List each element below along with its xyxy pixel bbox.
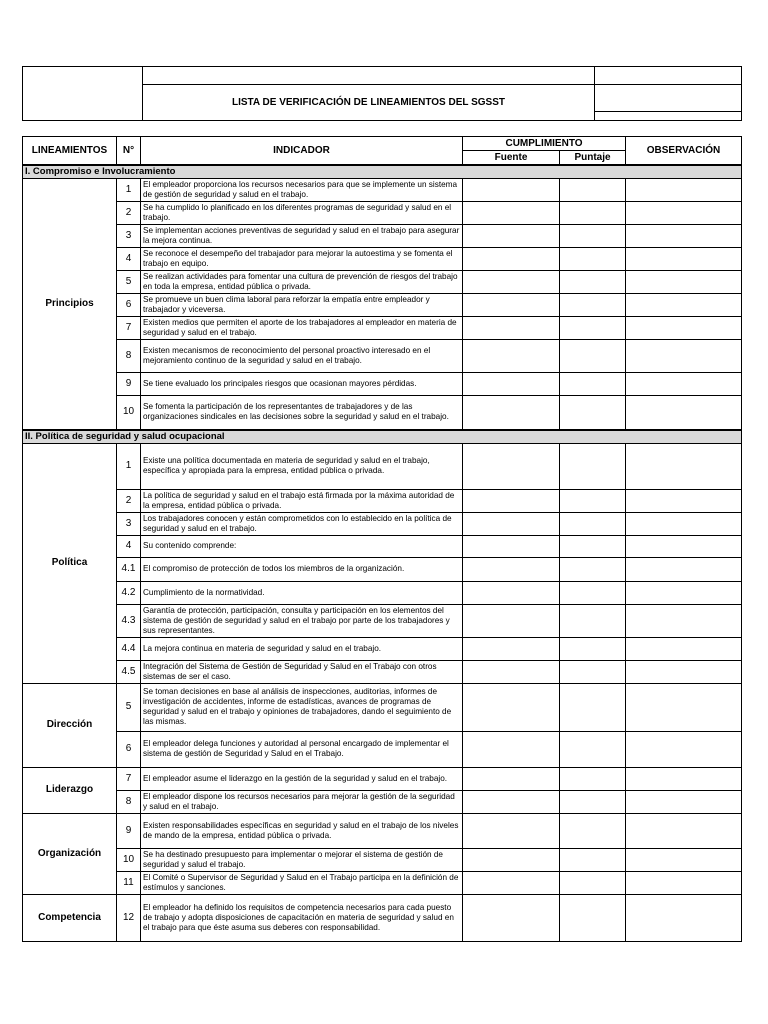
row-number: 9 [117,813,141,848]
row-number: 12 [117,894,141,941]
table-row [23,179,742,202]
table-row [23,894,742,941]
observacion-cell[interactable] [626,604,742,637]
table-row [23,813,742,848]
indicator-text: Se reconoce el desempeño del trabajador para mejorar la autoestima y se fomenta el trabajo en equipo. [141,248,463,271]
puntaje-cell[interactable] [560,202,626,225]
observacion-cell[interactable] [626,179,742,202]
row-number: 4 [117,248,141,271]
category-cell: Competencia [23,894,117,941]
table-row [23,731,742,767]
observacion-cell[interactable] [626,790,742,813]
puntaje-cell[interactable] [560,683,626,731]
category-cell: Liderazgo [23,767,117,813]
row-number: 5 [117,683,141,731]
row-number: 3 [117,512,141,535]
indicator-text: Se ha destinado presupuesto para implementar o mejorar el sistema de gestión de seguridad y salud el trabajo. [141,848,463,871]
indicator-text: El empleador ha definido los requisitos de competencia necesarios para cada puesto de trabajo y adopta disposiciones de capacitación en materia de seguridad y salud en el trabajo para que éste asuma sus deberes con responsabilidad. [141,894,463,941]
indicator-text: Su contenido comprende: [141,535,463,557]
fuente-cell[interactable] [463,581,560,604]
category-cell: Principios [23,179,117,430]
observacion-cell[interactable] [626,813,742,848]
row-number: 7 [117,767,141,790]
col-header-fuente: Fuente [463,151,560,166]
row-number: 7 [117,317,141,340]
section-title: II. Política de seguridad y salud ocupacional [23,430,742,444]
indicator-text: Se promueve un buen clima laboral para reforzar la empatía entre empleador y trabajador y viceversa. [141,294,463,317]
puntaje-cell[interactable] [560,396,626,430]
indicator-text: La mejora continua en materia de seguridad y salud en el trabajo. [141,637,463,660]
puntaje-cell[interactable] [560,660,626,683]
puntaje-cell[interactable] [560,373,626,396]
puntaje-cell[interactable] [560,179,626,202]
observacion-cell[interactable] [626,660,742,683]
table-row [23,848,742,871]
indicator-text: El empleador delega funciones y autoridad al personal encargado de implementar el sistema de gestión de Seguridad y Salud en el Trabajo. [141,731,463,767]
indicator-text: El Comité o Supervisor de Seguridad y Salud en el Trabajo participa en la definición de estímulos y sanciones. [141,871,463,894]
category-cell: Organización [23,813,117,894]
indicator-text: Se tiene evaluado los principales riesgos que ocasionan mayores pérdidas. [141,373,463,396]
fuente-cell[interactable] [463,871,560,894]
fuente-cell[interactable] [463,340,560,373]
table-row [23,604,742,637]
observacion-cell[interactable] [626,271,742,294]
observacion-cell[interactable] [626,317,742,340]
fuente-cell[interactable] [463,604,560,637]
indicator-text: Los trabajadores conocen y están comprometidos con lo establecido en la política de seguridad y salud en el trabajo. [141,512,463,535]
checklist-table [22,136,742,942]
table-row [23,512,742,535]
observacion-cell[interactable] [626,202,742,225]
col-header-cumplimiento: CUMPLIMIENTO [463,137,626,151]
table-body [23,165,742,941]
puntaje-cell[interactable] [560,225,626,248]
category-cell: Política [23,443,117,683]
indicator-text: Integración del Sistema de Gestión de Seguridad y Salud en el Trabajo con otros sistemas de ser el caso. [141,660,463,683]
table-row [23,373,742,396]
fuente-cell[interactable] [463,317,560,340]
row-number: 6 [117,731,141,767]
indicator-text: Se realizan actividades para fomentar una cultura de prevención de riesgos del trabajo en toda la empresa, entidad pública o privada. [141,271,463,294]
indicator-text: Existen medios que permiten el aporte de los trabajadores al empleador en materia de seguridad y salud en el trabajo. [141,317,463,340]
table-row [23,581,742,604]
indicator-text: El empleador dispone los recursos necesarios para mejorar la gestión de la seguridad y salud en el trabajo. [141,790,463,813]
row-number: 4.5 [117,660,141,683]
indicator-text: Cumplimiento de la normatividad. [141,581,463,604]
row-number: 5 [117,271,141,294]
observacion-cell[interactable] [626,396,742,430]
observacion-cell[interactable] [626,248,742,271]
row-number: 4 [117,535,141,557]
category-cell: Dirección [23,683,117,767]
puntaje-cell[interactable] [560,557,626,581]
table-row [23,202,742,225]
row-number: 4.1 [117,557,141,581]
fuente-cell[interactable] [463,202,560,225]
observacion-cell[interactable] [626,767,742,790]
indicator-text: La política de seguridad y salud en el trabajo está firmada por la máxima autoridad de la empresa, entidad pública o privada. [141,489,463,512]
observacion-cell[interactable] [626,557,742,581]
header-code-cell [595,67,742,85]
fuente-cell[interactable] [463,271,560,294]
table-row [23,683,742,731]
table-row [23,443,742,489]
document-title: LISTA DE VERIFICACIÓN DE LINEAMIENTOS DEL SGSST [143,85,595,121]
observacion-cell[interactable] [626,443,742,489]
row-number: 3 [117,225,141,248]
observacion-cell[interactable] [626,871,742,894]
col-header-indicador: INDICADOR [141,137,463,166]
puntaje-cell[interactable] [560,604,626,637]
fuente-cell[interactable] [463,489,560,512]
table-row [23,489,742,512]
section-header-row [23,165,742,179]
section-header-row [23,430,742,444]
observacion-cell[interactable] [626,294,742,317]
row-number: 2 [117,202,141,225]
table-row [23,396,742,430]
observacion-cell[interactable] [626,894,742,941]
indicator-text: Se fomenta la participación de los representantes de trabajadores y de las organizaciones sindicales en las decisiones sobre la seguridad y salud en el trabajo. [141,396,463,430]
header-info-cell [595,85,742,121]
fuente-cell[interactable] [463,396,560,430]
puntaje-cell[interactable] [560,848,626,871]
observacion-cell[interactable] [626,535,742,557]
fuente-cell[interactable] [463,179,560,202]
observacion-cell[interactable] [626,731,742,767]
row-number: 8 [117,790,141,813]
row-number: 9 [117,373,141,396]
observacion-cell[interactable] [626,848,742,871]
fuente-cell[interactable] [463,248,560,271]
indicator-text: El compromiso de protección de todos los miembros de la organización. [141,557,463,581]
indicator-text: Se toman decisiones en base al análisis de inspecciones, auditorias, informes de investigación de accidentes, informe de estadísticas, avances de programas de seguridad y salud en el trabajo y opiniones de trabajadores, dando el seguimiento de las mismas. [141,683,463,731]
row-number: 4.3 [117,604,141,637]
observacion-cell[interactable] [626,340,742,373]
puntaje-cell[interactable] [560,512,626,535]
observacion-cell[interactable] [626,225,742,248]
observacion-cell[interactable] [626,581,742,604]
puntaje-cell[interactable] [560,489,626,512]
indicator-text: Existe una política documentada en materia de seguridad y salud en el trabajo, específica y apropiada para la empresa, entidad pública o privada. [141,443,463,489]
col-header-lineamientos: LINEAMIENTOS [23,137,117,166]
row-number: 2 [117,489,141,512]
puntaje-cell[interactable] [560,294,626,317]
row-number: 4.2 [117,581,141,604]
observacion-cell[interactable] [626,489,742,512]
row-number: 1 [117,179,141,202]
fuente-cell[interactable] [463,848,560,871]
row-number: 6 [117,294,141,317]
section-title: I. Compromiso e Involucramiento [23,165,742,179]
fuente-cell[interactable] [463,557,560,581]
fuente-cell[interactable] [463,373,560,396]
puntaje-cell[interactable] [560,813,626,848]
observacion-cell[interactable] [626,637,742,660]
fuente-cell[interactable] [463,225,560,248]
col-header-numero: N° [117,137,141,166]
table-row [23,317,742,340]
indicator-text: Garantía de protección, participación, consulta y participación en los elementos del sistema de gestión de seguridad y salud en el trabajo por parte de los trabajadores y sus representantes. [141,604,463,637]
fuente-cell[interactable] [463,294,560,317]
fuente-cell[interactable] [463,512,560,535]
row-number: 10 [117,396,141,430]
fuente-cell[interactable] [463,637,560,660]
indicator-text: Existen responsabilidades específicas en seguridad y salud en el trabajo de los niveles de mando de la empresa, entidad pública o privada. [141,813,463,848]
table-row [23,790,742,813]
table-row [23,535,742,557]
fuente-cell[interactable] [463,813,560,848]
puntaje-cell[interactable] [560,894,626,941]
table-row [23,225,742,248]
indicator-text: El empleador proporciona los recursos necesarios para que se implemente un sistema de gestión de seguridad y salud en el trabajo. [141,179,463,202]
table-row [23,557,742,581]
fuente-cell[interactable] [463,731,560,767]
table-row [23,294,742,317]
row-number: 1 [117,443,141,489]
puntaje-cell[interactable] [560,731,626,767]
row-number: 8 [117,340,141,373]
header-blank-cell [143,67,595,85]
puntaje-cell[interactable] [560,443,626,489]
row-number: 4.4 [117,637,141,660]
table-row [23,871,742,894]
puntaje-cell[interactable] [560,535,626,557]
fuente-cell[interactable] [463,535,560,557]
table-row [23,248,742,271]
table-row [23,767,742,790]
puntaje-cell[interactable] [560,271,626,294]
table-row [23,340,742,373]
fuente-cell[interactable] [463,767,560,790]
fuente-cell[interactable] [463,683,560,731]
row-number: 11 [117,871,141,894]
logo-cell [23,67,143,121]
puntaje-cell[interactable] [560,340,626,373]
table-row [23,660,742,683]
puntaje-cell[interactable] [560,637,626,660]
puntaje-cell[interactable] [560,581,626,604]
fuente-cell[interactable] [463,790,560,813]
row-number: 10 [117,848,141,871]
puntaje-cell[interactable] [560,871,626,894]
observacion-cell[interactable] [626,373,742,396]
observacion-cell[interactable] [626,683,742,731]
puntaje-cell[interactable] [560,248,626,271]
indicator-text: Se implementan acciones preventivas de seguridad y salud en el trabajo para asegurar la mejora continua. [141,225,463,248]
fuente-cell[interactable] [463,894,560,941]
indicator-text: Existen mecanismos de reconocimiento del personal proactivo interesado en el mejoramiento continuo de la seguridad y salud en el trabajo. [141,340,463,373]
puntaje-cell[interactable] [560,317,626,340]
table-row [23,637,742,660]
observacion-cell[interactable] [626,512,742,535]
fuente-cell[interactable] [463,443,560,489]
table-row [23,271,742,294]
indicator-text: Se ha cumplido lo planificado en los diferentes programas de seguridad y salud en el trabajo. [141,202,463,225]
col-header-puntaje: Puntaje [560,151,626,166]
puntaje-cell[interactable] [560,767,626,790]
puntaje-cell[interactable] [560,790,626,813]
fuente-cell[interactable] [463,660,560,683]
document-header [22,66,742,121]
col-header-observacion: OBSERVACIÓN [626,137,742,166]
indicator-text: El empleador asume el liderazgo en la gestión de la seguridad y salud en el trabajo. [141,767,463,790]
